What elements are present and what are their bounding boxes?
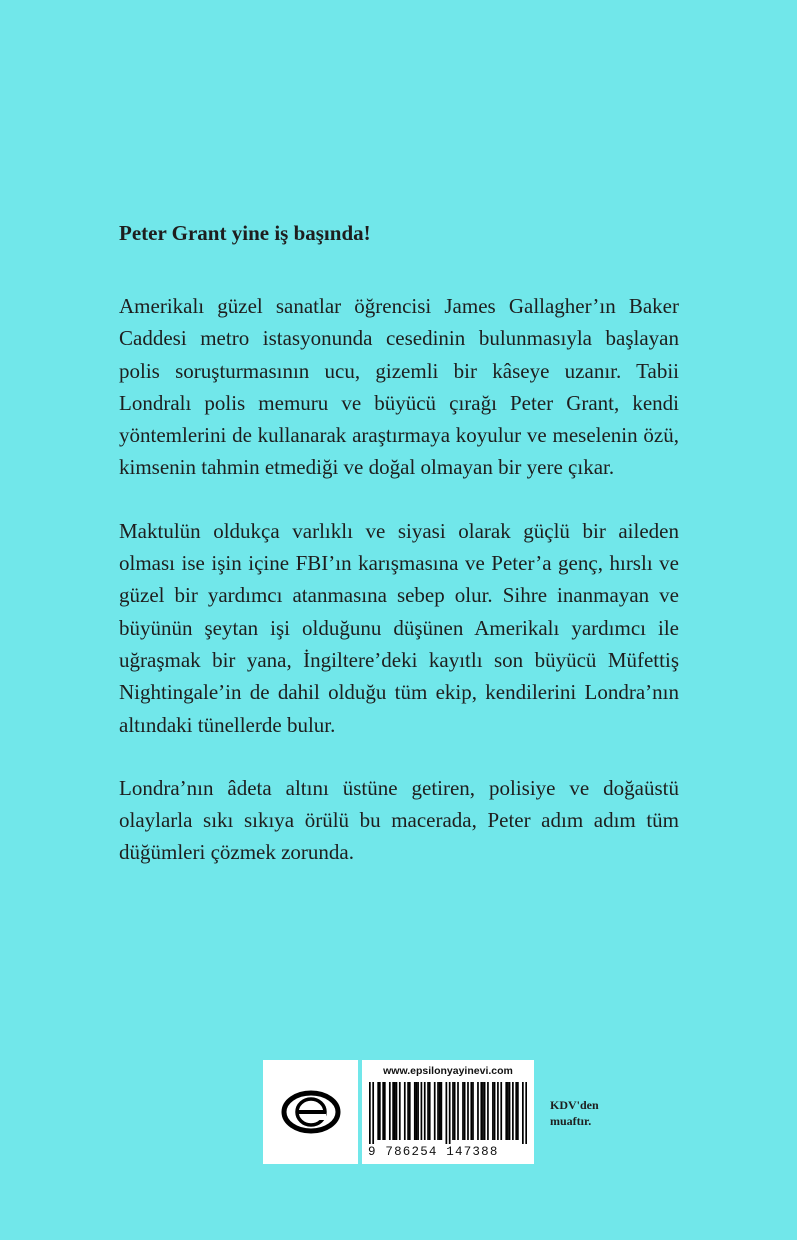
- barcode-bar: [382, 1082, 384, 1140]
- barcode-bar: [446, 1082, 448, 1144]
- barcode-bar: [434, 1082, 436, 1140]
- barcode-bar: [512, 1082, 514, 1140]
- barcode-bar: [399, 1082, 401, 1140]
- back-cover-text: [119, 218, 679, 900]
- isbn-barcode-box: [362, 1060, 534, 1164]
- epsilon-e-logo-icon: [280, 1088, 342, 1136]
- blurb-paragraph-2: Maktulün oldukça varlıklı ve siyasi olarak güçlü bir aileden olması ise işin içine FBI’ın karışmasına ve Peter’a genç, hırslı ve güzel bir yardımcı atanmasına sebep olur. Sihre inanmayan ve büyünün şeytan işi olduğunu düşünen Amerikalı yardımcı ile uğraşmak bir yana, İngiltere’deki kayıtlı son büyücü Müfettiş Nightingale’in de dahil olduğu tüm ekip, kendilerini Londra’nın altındaki tünellerde bulur.: [119, 518, 679, 737]
- barcode-bar: [522, 1082, 524, 1144]
- barcode-bar: [500, 1082, 502, 1140]
- barcode-bar: [492, 1082, 494, 1140]
- barcode-bar: [517, 1082, 519, 1140]
- barcode-bar: [509, 1082, 511, 1140]
- barcode-bar: [389, 1082, 391, 1140]
- isbn-number: 9 786254 147388: [368, 1145, 499, 1159]
- barcode-icon: [369, 1082, 527, 1144]
- barcode-bar: [409, 1082, 411, 1140]
- barcode-bar: [424, 1082, 426, 1140]
- publisher-website: www.epsilonyayinevi.com: [383, 1065, 513, 1077]
- barcode-bar: [379, 1082, 381, 1140]
- barcode-bar: [449, 1082, 451, 1144]
- barcode-bar: [480, 1082, 482, 1140]
- barcode-bar: [394, 1082, 396, 1140]
- barcode-bar: [384, 1082, 386, 1140]
- barcode-bar: [482, 1082, 484, 1140]
- barcode-bar: [429, 1082, 431, 1140]
- barcode-bar: [414, 1082, 416, 1140]
- barcode-bar: [467, 1082, 469, 1140]
- barcode-bar: [470, 1082, 472, 1140]
- barcode-bar: [454, 1082, 456, 1140]
- barcode-bar: [525, 1082, 527, 1144]
- barcode-bar: [377, 1082, 379, 1140]
- barcode-bar: [497, 1082, 499, 1140]
- barcode-bar: [507, 1082, 509, 1140]
- barcode-bar: [441, 1082, 443, 1140]
- barcode-bar: [407, 1082, 409, 1140]
- barcode-bar: [427, 1082, 429, 1140]
- barcode-bar: [457, 1082, 459, 1140]
- tax-exempt-note: [550, 1097, 599, 1129]
- barcode-bar: [477, 1082, 479, 1140]
- barcode-bar: [494, 1082, 496, 1140]
- barcode-bar: [464, 1082, 466, 1140]
- barcode-bar: [515, 1082, 517, 1140]
- barcode-bar: [472, 1082, 474, 1140]
- barcode-bar: [462, 1082, 464, 1140]
- barcode-bar: [452, 1082, 454, 1140]
- blurb-paragraph-3: Londra’nın âdeta altını üstüne getiren, polisiye ve doğaüstü olaylarla sıkı sıkıya örülü bu macerada, Peter adım adım tüm düğümleri çözmek zorunda.: [119, 775, 679, 865]
- barcode-bar: [416, 1082, 418, 1140]
- publisher-logo-box: [263, 1060, 358, 1164]
- barcode-bar: [417, 1082, 419, 1140]
- headline: Peter Grant yine iş başında!: [119, 221, 371, 245]
- tax-note-line-2: muaftır.: [550, 1114, 592, 1128]
- barcode-bar: [392, 1082, 394, 1140]
- tax-note-line-1: KDV'den: [550, 1098, 599, 1112]
- barcode-bar: [396, 1082, 398, 1140]
- blurb-paragraph-1: Amerikalı güzel sanatlar öğrencisi James Gallagher’ın Baker Caddesi metro istasyonunda cesedinin bulunmasıyla başlayan polis soruşturmasının ucu, gizemli bir kâseye uzanır. Tabii Londralı polis memuru ve büyücü çırağı Peter Grant, kendi yöntemlerini de kullanarak araştırmaya koyulur ve meselenin özü, kimsenin tahmin etmediği ve doğal olmayan bir yere çıkar.: [119, 294, 679, 480]
- barcode-bar: [439, 1082, 441, 1140]
- barcode-bar: [487, 1082, 489, 1140]
- barcode-bar: [484, 1082, 486, 1140]
- barcode-bar: [505, 1082, 507, 1140]
- barcode-bar: [404, 1082, 406, 1140]
- barcode-bar: [421, 1082, 423, 1140]
- barcode-bar: [437, 1082, 439, 1140]
- barcode-bar: [372, 1082, 374, 1144]
- barcode-bar: [369, 1082, 371, 1144]
